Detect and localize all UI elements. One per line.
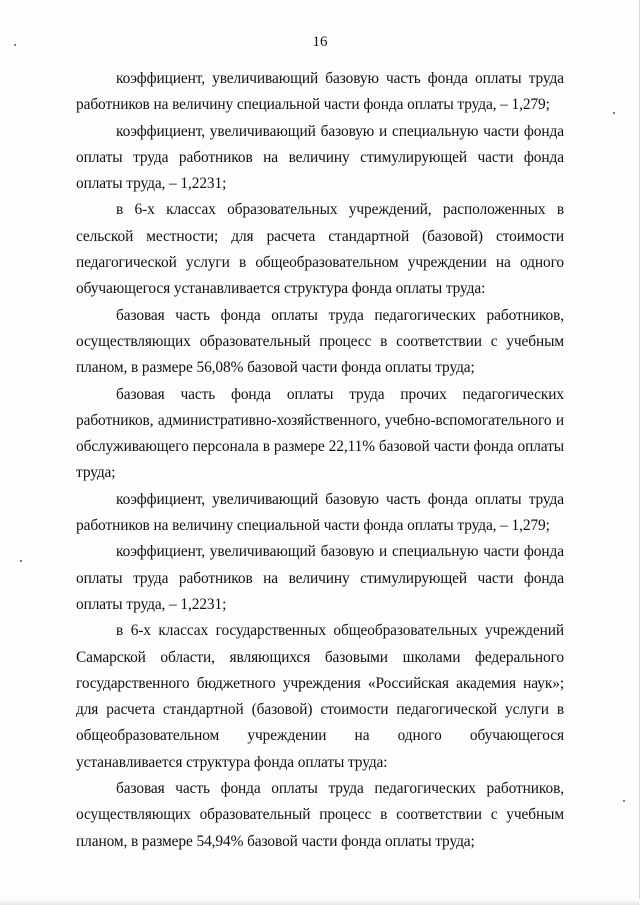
scan-speck — [20, 560, 22, 562]
paragraph: в 6-х классах образовательных учреждений, расположенных в сельской местности; для расчета стандартной (базовой) стоимости педагогической услуги в общеобразовательном учреждении на одного обучающегося устанавливается структура фонда оплаты труда: — [76, 201, 564, 298]
paragraph: коэффициент, увеличивающий базовую часть фонда оплаты труда работников на величину специальной части фонда оплаты труда, – 1,279; — [76, 70, 564, 114]
paragraph: базовая часть фонда оплаты труда прочих педагогических работников, административно-хозяйственного, учебно-вспомогательного и обслуживающего персонала в размере 22,11% базовой части фонда оплаты труда; — [76, 385, 564, 482]
page-number: 16 — [312, 34, 328, 50]
paragraph: коэффициент, увеличивающий базовую и специальную части фонда оплаты труда работников на величину стимулирующей части фонда оплаты труда, – 1,2231; — [76, 543, 564, 613]
scan-speck — [613, 112, 615, 114]
paragraph: в 6-х классах государственных общеобразовательных учреждений Самарской области, являющихся базовыми школами федерального государственного бюджетного учреждения «Российская академия наук»; для расчета стандартной (базовой) стоимости педагогической услуги в общеобразовательном учреждении на одного обучающегося устанавливается структура фонда оплаты труда: — [76, 622, 564, 771]
paragraph: базовая часть фонда оплаты труда педагогических работников, осуществляющих образовательный процесс в соответствии с учебным планом, в размере 56,08% базовой части фонда оплаты труда; — [76, 306, 564, 377]
paragraph: коэффициент, увеличивающий базовую часть фонда оплаты труда работников на величину специальной части фонда оплаты труда, – 1,279; — [76, 490, 564, 535]
paragraph: базовая часть фонда оплаты труда педагогических работников, осуществляющих образовательный процесс в соответствии с учебным планом, в размере 54,94% базовой части фонда оплаты труда; — [76, 780, 564, 850]
document-body — [76, 66, 564, 855]
scan-bottom-shade — [0, 899, 640, 905]
paragraph: коэффициент, увеличивающий базовую и специальную части фонда оплаты труда работников на величину стимулирующей части фонда оплаты труда, – 1,2231; — [76, 122, 564, 193]
scan-speck — [623, 800, 625, 802]
